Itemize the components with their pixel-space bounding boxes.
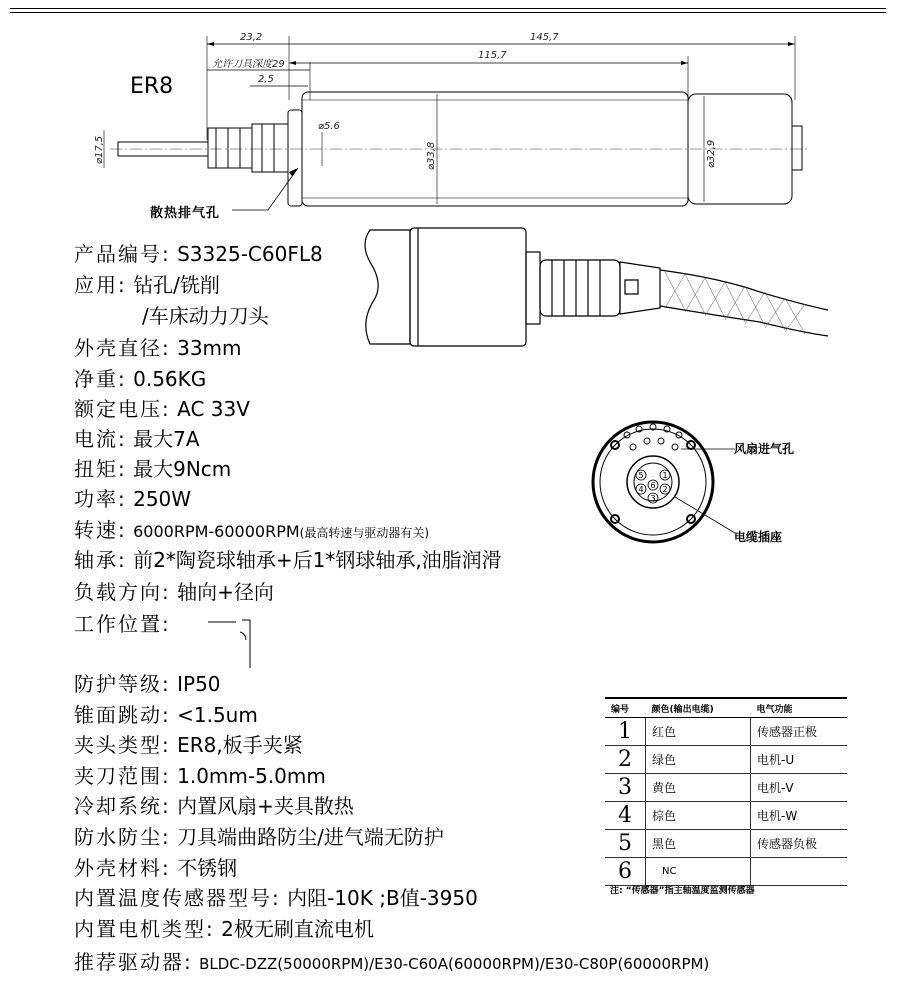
- pin-function: 传感器正极: [751, 718, 848, 746]
- pin-table: [605, 697, 847, 886]
- pin-color: NC: [646, 858, 751, 886]
- dim-rear: ⌀32,9: [706, 139, 717, 168]
- pin-num: 3: [605, 774, 646, 802]
- spec-sensor: 内置温度传感器型号: 内阻-10K ;B值-3950: [74, 886, 478, 910]
- dim-step: 2,5: [258, 74, 274, 85]
- spec-chuck-type: 夹头类型: ER8,板手夹紧: [74, 733, 303, 757]
- spec-waterproof: 防水防尘: 刀具端曲路防尘/进气端无防护: [74, 825, 444, 849]
- pin-color: 黄色: [646, 774, 751, 802]
- spec-application-line2: /车床动力刀头: [142, 304, 269, 328]
- pin-5: 5: [638, 471, 644, 480]
- pin-num: 6: [605, 858, 646, 886]
- spec-load-direction: 负载方向: 轴向+径向: [74, 580, 274, 604]
- vent-label: 散热排气孔: [150, 206, 221, 221]
- dim-body: 115,7: [478, 50, 507, 61]
- table-row: [605, 774, 847, 802]
- pin-table-header-num: 编号: [605, 698, 646, 718]
- pin-color: 黑色: [646, 830, 751, 858]
- spec-runout: 锥面跳动: <1.5um: [74, 703, 258, 727]
- spec-power: 功率: 250W: [74, 487, 192, 511]
- spec-product-no: 产品编号: S3325-C60FL8: [74, 242, 323, 266]
- fan-inlet-label: 风扇进气孔: [734, 442, 795, 456]
- pin-2: 2: [662, 485, 668, 494]
- pin-table-header-color: 颜色(输出电缆): [646, 698, 751, 718]
- pin-function: 电机-U: [751, 746, 848, 774]
- pin-3: 3: [650, 494, 656, 503]
- work-position-icon: [206, 614, 256, 670]
- dim-shell: ⌀33,8: [426, 141, 437, 170]
- dim-nut: ⌀17,5: [94, 135, 105, 164]
- pin-table-header-function: 电气功能: [751, 698, 848, 718]
- spec-cooling: 冷却系统: 内置风扇+夹具散热: [74, 794, 354, 818]
- spec-driver: 推荐驱动器: BLDC-DZZ(50000RPM)/E30-C60A(60000RPM)/E30-C80P(60000RPM): [74, 950, 710, 974]
- spindle-drawing: [0, 0, 900, 240]
- dim-front: 23,2: [240, 32, 263, 43]
- spec-work-position: 工作位置:: [74, 612, 171, 636]
- cable-socket-label: 电缆插座: [734, 530, 783, 544]
- spec-speed: 转速: 6000RPM-60000RPM(最高转速与驱动器有关): [74, 518, 430, 542]
- dim-allowed-depth: 允许刀具深度29: [212, 59, 285, 70]
- table-row: [605, 802, 847, 830]
- spec-application: 应用: 钻孔/铣削: [74, 273, 220, 297]
- spec-voltage: 额定电压: AC 33V: [74, 397, 250, 421]
- pin-function: 传感器负极: [751, 830, 848, 858]
- end-view-drawing: [585, 405, 735, 555]
- spec-bearing: 轴承: 前2*陶瓷球轴承+后1*钢球轴承,油脂润滑: [74, 548, 502, 572]
- pin-6: 6: [650, 481, 656, 490]
- table-row: [605, 830, 847, 858]
- spec-clamp-range: 夹刀范围: 1.0mm-5.0mm: [74, 764, 326, 788]
- pin-num: 2: [605, 746, 646, 774]
- dim-total: 145,7: [530, 32, 559, 43]
- pin-num: 4: [605, 802, 646, 830]
- pin-table-note: 注: “传感器”指主轴温度监测传感器: [610, 886, 755, 896]
- table-row: [605, 858, 847, 886]
- spec-weight: 净重: 0.56KG: [74, 367, 207, 391]
- pin-1: 1: [662, 471, 668, 480]
- model-tag: ER8: [130, 74, 174, 99]
- pin-function: 电机-V: [751, 774, 848, 802]
- spec-diameter: 外壳直径: 33mm: [74, 336, 242, 360]
- pin-function: [751, 858, 848, 886]
- spec-material: 外壳材料: 不锈钢: [74, 856, 238, 880]
- pin-color: 绿色: [646, 746, 751, 774]
- pin-color: 红色: [646, 718, 751, 746]
- table-row: [605, 746, 847, 774]
- spec-torque: 扭矩: 最大9Ncm: [74, 457, 232, 481]
- pin-function: 电机-W: [751, 802, 848, 830]
- spec-protection: 防护等级: IP50: [74, 672, 221, 696]
- connector-drawing: [360, 222, 830, 352]
- pin-4: 4: [638, 485, 644, 494]
- pin-num: 5: [605, 830, 646, 858]
- spec-current: 电流: 最大7A: [74, 427, 200, 451]
- pin-color: 棕色: [646, 802, 751, 830]
- table-row: [605, 718, 847, 746]
- spec-motor: 内置电机类型: 2极无刷直流电机: [74, 917, 374, 941]
- dim-hole: ⌀5.6: [318, 121, 340, 132]
- pin-num: 1: [605, 718, 646, 746]
